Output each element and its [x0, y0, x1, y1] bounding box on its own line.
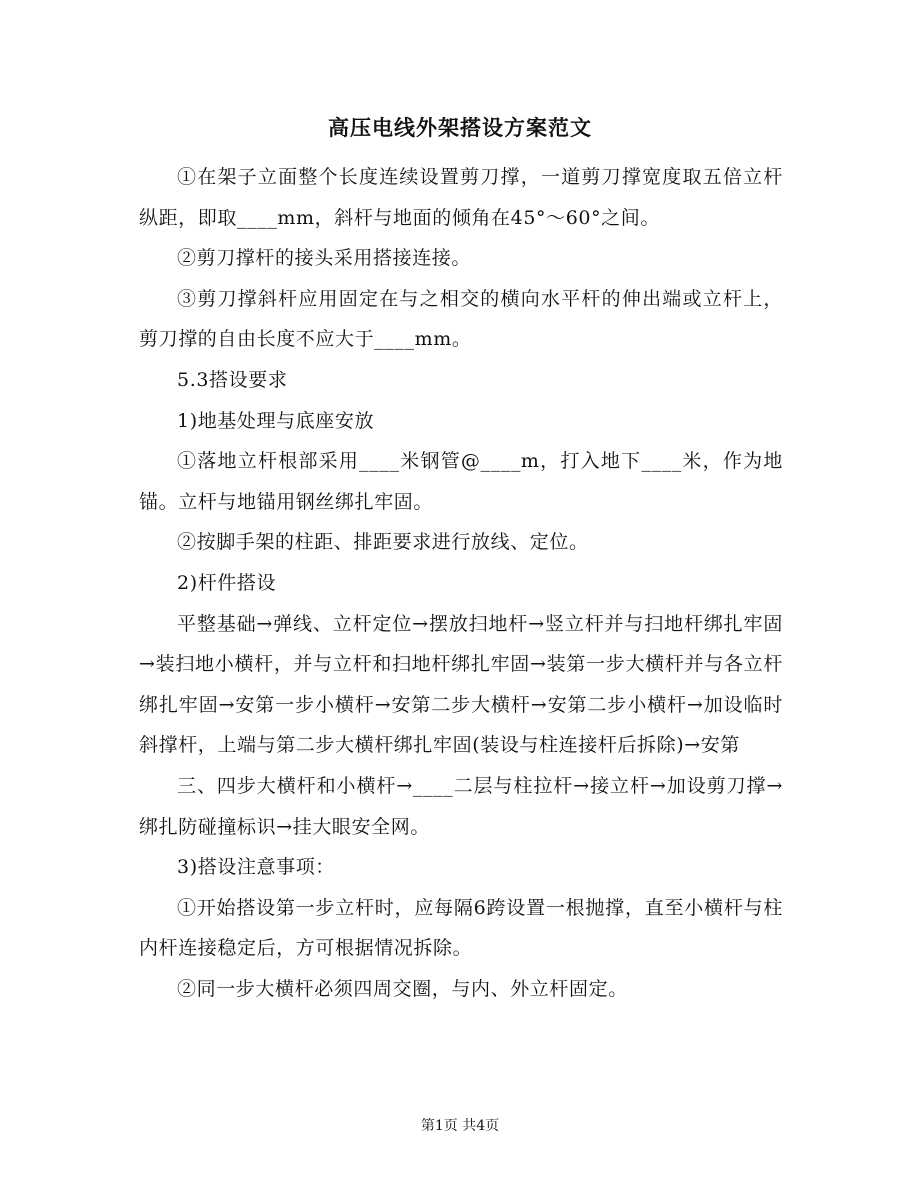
page-indicator: 第1页 共4页 [420, 1118, 500, 1134]
paragraph-ground-anchor: ①落地立杆根部采用____米钢管@____m，打入地下____米，作为地锚。立杆与地锚用钢丝绑扎牢固。 [139, 450, 783, 513]
paragraph-raking-shore: ①开始搭设第一步立杆时，应每隔6跨设置一根抛撑，直至小横杆与柱内杆连接稳定后，方可根据情况拆除。 [139, 896, 783, 960]
section-heading-erection-requirements: 5.3搭设要求 [177, 368, 288, 391]
paragraph-scissor-brace-setup: ①在架子立面整个长度连续设置剪刀撑，一道剪刀撑宽度取五倍立杆纵距，即取____mm，斜杆与地面的倾角在45°～60°之间。 [139, 166, 783, 229]
paragraph-scissor-brace-joint: ②剪刀撑杆的接头采用搭接连接。 [177, 247, 472, 270]
paragraph-scissor-brace-fixing: ③剪刀撑斜杆应用固定在与之相交的横向水平杆的伸出端或立杆上，剪刀撑的自由长度不应大于____mm。 [139, 287, 783, 351]
paragraph-erection-sequence-continued: 三、四步大横杆和小横杆→____二层与柱拉杆→接立杆→加设剪刀撑→绑扎防碰撞标识→挂大眼安全网。 [139, 774, 783, 838]
subheading-foundation: 1)地基处理与底座安放 [177, 409, 375, 432]
subheading-member-erection: 2)杆件搭设 [177, 571, 277, 594]
paragraph-ledger-closure: ②同一步大横杆必须四周交圈，与内、外立杆固定。 [177, 977, 628, 1000]
subheading-precautions: 3)搭设注意事项： [177, 856, 335, 879]
document-title: 高压电线外架搭设方案范文 [328, 115, 592, 140]
paragraph-layout-positioning: ②按脚手架的柱距、排距要求进行放线、定位。 [177, 531, 589, 554]
paragraph-erection-sequence: 平整基础→弹线、立杆定位→摆放扫地杆→竖立杆并与扫地杆绑扎牢固→装扫地小横杆，并与立杆和扫地杆绑扎牢固→装第一步大横杆并与各立杆绑扎牢固→安第一步小横杆→安第二步大横杆→安第二步小横杆→加设临时斜撑杆，上端与第二步大横杆绑扎牢固(装设与柱连接杆后拆除)→安第 [139, 612, 783, 757]
document-body [139, 157, 783, 1009]
